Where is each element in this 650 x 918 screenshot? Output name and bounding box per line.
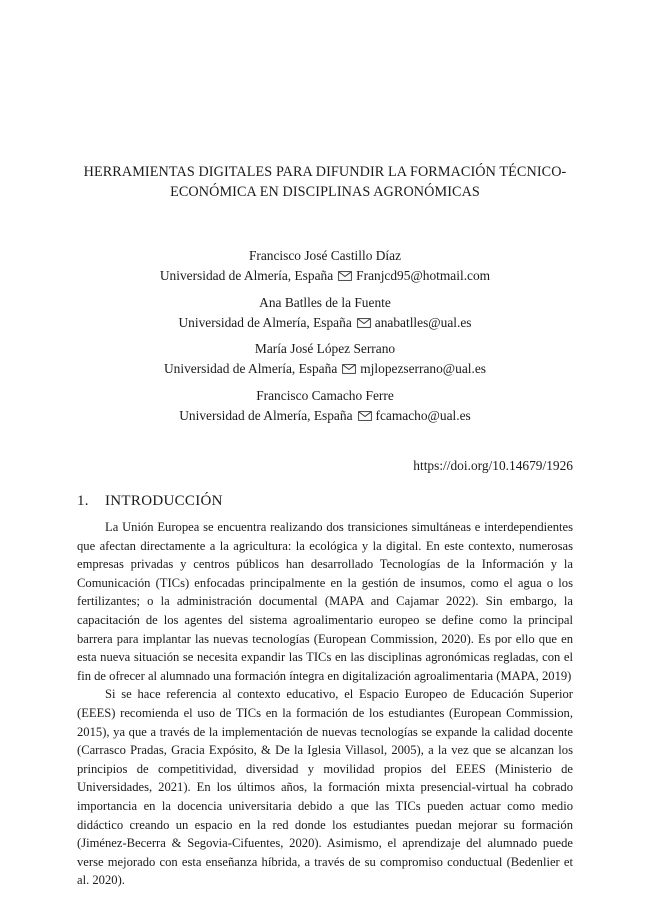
author-name: María José López Serrano [254, 341, 396, 356]
author-affiliation-line [60, 266, 590, 287]
author-affiliation-line [60, 313, 590, 334]
author-block-1 [60, 246, 590, 287]
envelope-icon [358, 407, 372, 427]
author-affiliation: Universidad de Almería, España [163, 361, 338, 376]
envelope-icon [342, 360, 356, 380]
paper-title [60, 162, 590, 202]
section-heading [77, 493, 223, 510]
section-number: 1. [77, 493, 89, 509]
author-block-4 [60, 386, 590, 427]
author-name: Ana Batlles de la Fuente [259, 295, 391, 310]
section-title: INTRODUCCIÓN [105, 493, 223, 509]
author-email[interactable]: mjlopezserrano@ual.es [360, 361, 486, 376]
author-affiliation-line [60, 406, 590, 427]
author-affiliation: Universidad de Almería, España [178, 315, 352, 330]
paragraph-2: Si se hace referencia al contexto educativo, el Espacio Europeo de Educación Superior (EEES) recomienda el uso de TICs en la formación de los estudiantes (European Commission, 2015), ya que a través de la implementación de nuevas tecnologías se expande la calidad docente (Carrasco Pradas, Gracia Expósito, & De la Iglesia Villasol, 2005), a la vez que se alcanzan los principios de competitividad, diversidad y movilidad propios del EEES (Ministerio de Universidades, 2021). En los últimos años, la formación mixta presencial-virtual ha cobrado importancia en la docencia universitaria debido a que las TICs pueden actuar como medio didáctico creando un espacio en la red donde los estudiantes puedan mejorar su formación (Jiménez-Becerra & Segovia-Cifuentes, 2020). Asimismo, el aprendizaje del alumnado puede verse mejorado con esta enseñanza híbrida, a través de su compromiso conductual (Bedenlier et al. 2020). [77, 687, 573, 888]
author-affiliation: Universidad de Almería, España [179, 408, 353, 423]
author-affiliation: Universidad de Almería, España [159, 268, 334, 283]
doi-link[interactable]: https://doi.org/10.14679/1926 [413, 458, 573, 473]
envelope-icon [357, 314, 371, 334]
author-email[interactable]: fcamacho@ual.es [375, 408, 471, 423]
author-block-2 [60, 293, 590, 334]
author-email[interactable]: anabatlles@ual.es [374, 315, 472, 330]
body-text [77, 518, 573, 890]
author-block-3 [60, 339, 590, 380]
title-line-2: ECONÓMICA EN DISCIPLINAS AGRONÓMICAS [170, 184, 480, 200]
author-name: Francisco Camacho Ferre [256, 388, 394, 403]
envelope-icon [338, 267, 352, 287]
author-affiliation-line [60, 359, 590, 380]
title-line-1: HERRAMIENTAS DIGITALES PARA DIFUNDIR LA FORMACIÓN TÉCNICO- [83, 164, 567, 180]
author-name: Francisco José Castillo Díaz [248, 248, 402, 263]
author-email[interactable]: Franjcd95@hotmail.com [356, 268, 491, 283]
paragraph-1: La Unión Europea se encuentra realizando dos transiciones simultáneas e interdependientes que afectan directamente a la agricultura: la ecológica y la digital. En este contexto, numerosas empresas privadas y centros públicos han desarrollado Tecnologías de la Información y la Comunicación (TICs) enfocadas principalmente en la gestión de insumos, como el agua o los fertilizantes; o la administración documental (MAPA and Cajamar 2022). Sin embargo, la capacitación de los agentes del sistema agroalimentario europeo se define como la principal barrera para implantar las nuevas tecnologías (European Commission, 2020). Es por ello que en esta nueva situación se necesita expandir las TICs en las disciplinas agronómicas regladas, con el fin de ofrecer al alumnado una formación íntegra en digitalización agroalimentaria (MAPA, 2019) [77, 520, 573, 683]
